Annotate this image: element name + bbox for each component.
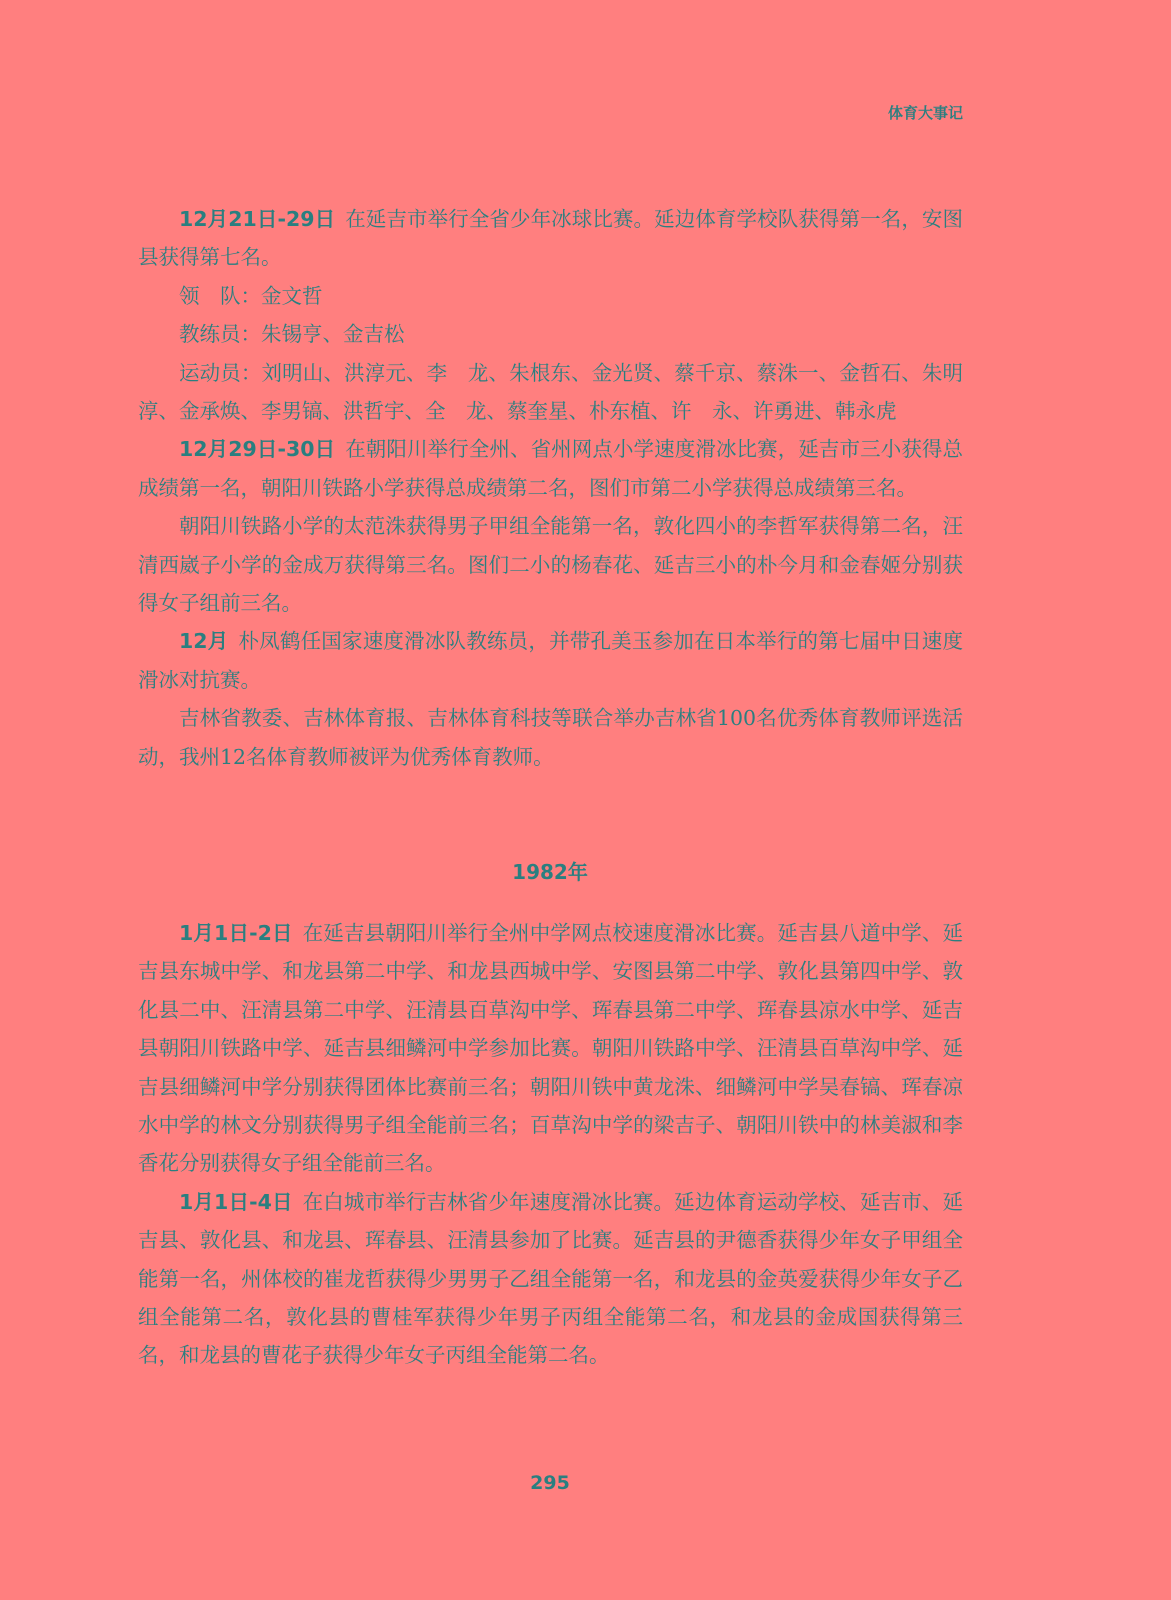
paragraph-text: 朴凤鹤任国家速度滑冰队教练员，并带孔美玉参加在日本举行的第七届中日速度滑冰对抗赛。 (138, 629, 964, 692)
page-number: 295 (530, 1472, 570, 1494)
running-header: 体育大事记 (887, 104, 963, 122)
section-1982 (138, 914, 963, 1375)
paragraph-athletes: 运动员：刘明山、洪淳元、李 龙、朱根东、金光贤、蔡千京、蔡洙一、金哲石、朱明淳、金承焕、李男镐、洪哲宇、全 龙、蔡奎星、朴东植、许 永、许勇进、韩永虎 (138, 360, 963, 424)
paragraph-text: 在延吉县朝阳川举行全州中学网点校速度滑冰比赛。延吉县八道中学、延吉县东城中学、和龙县第二中学、和龙县西城中学、安图县第二中学、敦化县第四中学、敦化县二中、汪清县第二中学、汪清县百草沟中学、珲春县第二中学、珲春县凉水中学、延吉县朝阳川铁路中学、延吉县细鳞河中学参加比赛。朝阳川铁路中学、汪清县百草沟中学、延吉县细鳞河中学分别获得团体比赛前三名；朝阳川铁中黄龙洙、细鳞河中学吴春镐、珲春凉水中学的林文分别获得男子组全能前三名；百草沟中学的梁吉子、朝阳川铁中的林美淑和李香花分别获得女子组全能前三名。 (138, 921, 964, 1176)
paragraph-text: 在延吉市举行全省少年冰球比赛。延边体育学校队获得第一名，安图县获得第七名。 (138, 207, 964, 270)
paragraph-teacher-selection: 吉林省教委、吉林体育报、吉林体育科技等联合举办吉林省100名优秀体育教师评选活动，我州12名体育教师被评为优秀体育教师。 (138, 706, 963, 769)
date-lead: 1月1日-2日 (179, 921, 293, 945)
paragraph-text: 在朝阳川举行全州、省州网点小学速度滑冰比赛，延吉市三小获得总成绩第一名，朝阳川铁路小学获得总成绩第二名，图们市第二小学获得总成绩第三名。 (138, 437, 964, 500)
year-heading: 1982年 (512, 860, 588, 884)
paragraph-individual-results: 朝阳川铁路小学的太范洙获得男子甲组全能第一名，敦化四小的李哲军获得第二名，汪清西崴子小学的金成万获得第三名。图们二小的杨春花、延吉三小的朴今月和金春姬分别获得女子组前三名。 (138, 514, 963, 616)
paragraph-text: 在白城市举行吉林省少年速度滑冰比赛。延边体育运动学校、延吉市、延吉县、敦化县、和龙县、珲春县、汪清县参加了比赛。延吉县的尹德香获得少年女子甲组全能第一名，州体校的崔龙哲获得少男男子乙组全能第一名，和龙县的金英爱获得少年女子乙组全能第二名，敦化县的曹桂军获得少年男子丙组全能第二名，和龙县的金成国获得第三名，和龙县的曹花子获得少年女子丙组全能第二名。 (138, 1189, 964, 1368)
paragraph-national-coach (138, 622, 963, 699)
paragraph-speed-skating-primary (138, 430, 963, 507)
section-1981-december (138, 200, 963, 776)
date-lead: 12月21日-29日 (179, 207, 336, 231)
paragraph-provincial-youth-skating (138, 1183, 963, 1375)
paragraph-middle-school-skating (138, 914, 963, 1183)
paragraph-coaches: 教练员：朱锡亨、金吉松 (179, 322, 405, 347)
date-lead: 12月 (179, 629, 229, 654)
paragraph-ice-hockey (138, 200, 963, 277)
date-lead: 1月1日-4日 (179, 1189, 293, 1214)
paragraph-team-leader: 领 队：金文哲 (179, 283, 323, 308)
date-lead: 12月29日-30日 (179, 437, 336, 462)
